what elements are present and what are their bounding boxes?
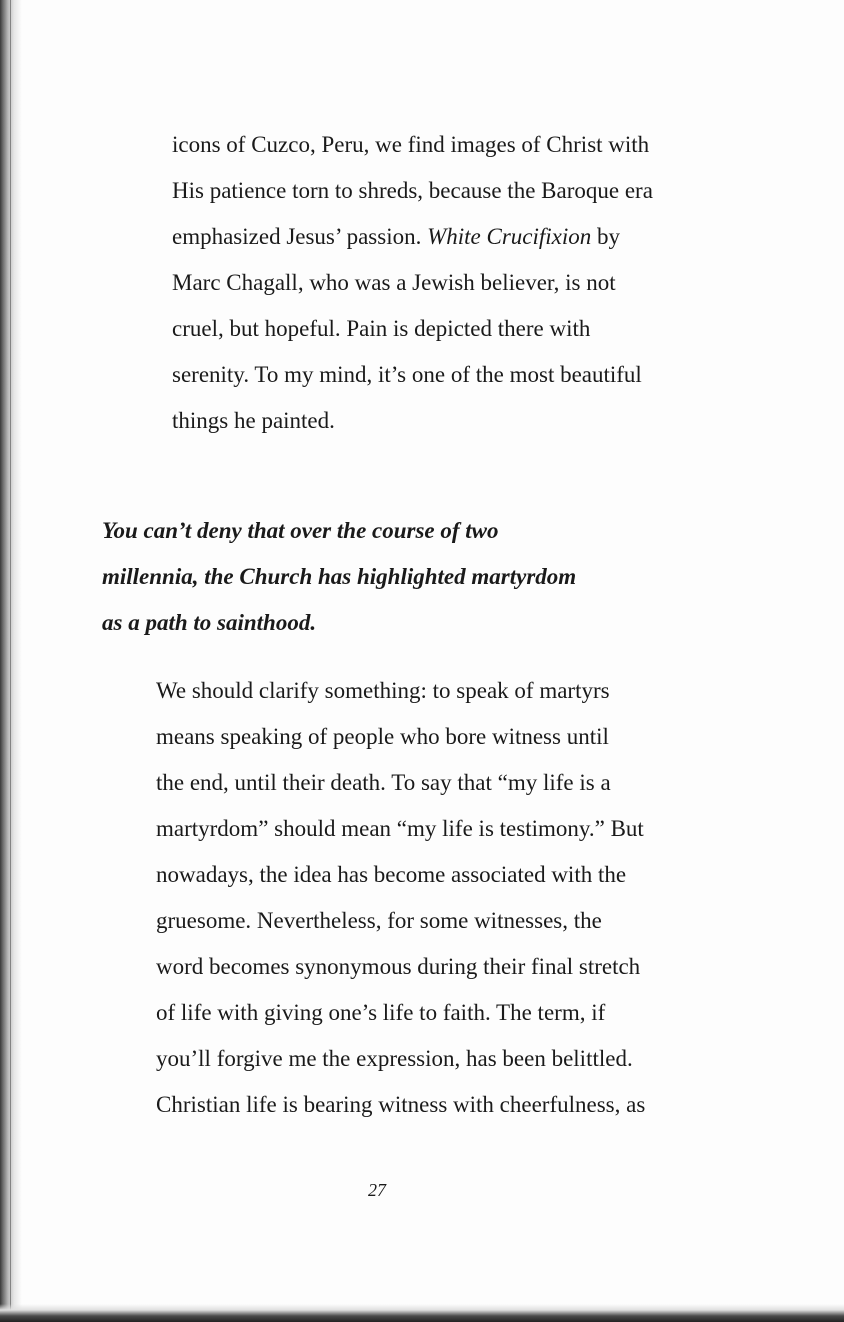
artwork-title: White Crucifixion xyxy=(427,224,592,249)
text-line: martyrdom” should mean “my life is testimony.” But xyxy=(156,816,644,841)
question-line: as a path to sainthood. xyxy=(102,610,317,635)
text-line: things he painted. xyxy=(172,408,335,433)
text-line: means speaking of people who bore witness until xyxy=(156,724,609,749)
text-line: gruesome. Nevertheless, for some witnesses, the xyxy=(156,908,602,933)
text-line: of life with giving one’s life to faith. The term, if xyxy=(156,1000,606,1025)
text-line: word becomes synonymous during their final stretch xyxy=(156,954,641,979)
text-line-segment: by xyxy=(591,224,620,249)
text-line: you’ll forgive me the expression, has been belittled. xyxy=(156,1046,633,1071)
text-line: His patience torn to shreds, because the Baroque era xyxy=(172,178,653,203)
text-line: the end, until their death. To say that “my life is a xyxy=(156,770,611,795)
page-binding-edge xyxy=(10,0,11,1322)
text-line xyxy=(172,224,620,250)
text-line: icons of Cuzco, Peru, we find images of Christ with xyxy=(172,132,650,157)
page-number: 27 xyxy=(368,1180,386,1200)
page-edge-shadow xyxy=(0,0,22,1322)
question-line: millennia, the Church has highlighted martyrdom xyxy=(102,564,577,589)
text-line-segment: emphasized Jesus’ passion. xyxy=(172,224,428,249)
text-line: nowadays, the idea has become associated with the xyxy=(156,862,627,887)
text-line: serenity. To my mind, it’s one of the most beautiful xyxy=(172,362,642,387)
page-bottom-edge xyxy=(0,1304,844,1322)
question-line: You can’t deny that over the course of two xyxy=(102,518,499,543)
text-line: Marc Chagall, who was a Jewish believer, is not xyxy=(172,270,616,295)
text-line: We should clarify something: to speak of martyrs xyxy=(156,678,610,703)
text-line: Christian life is bearing witness with cheerfulness, as xyxy=(156,1092,646,1117)
text-line: cruel, but hopeful. Pain is depicted there with xyxy=(172,316,591,341)
